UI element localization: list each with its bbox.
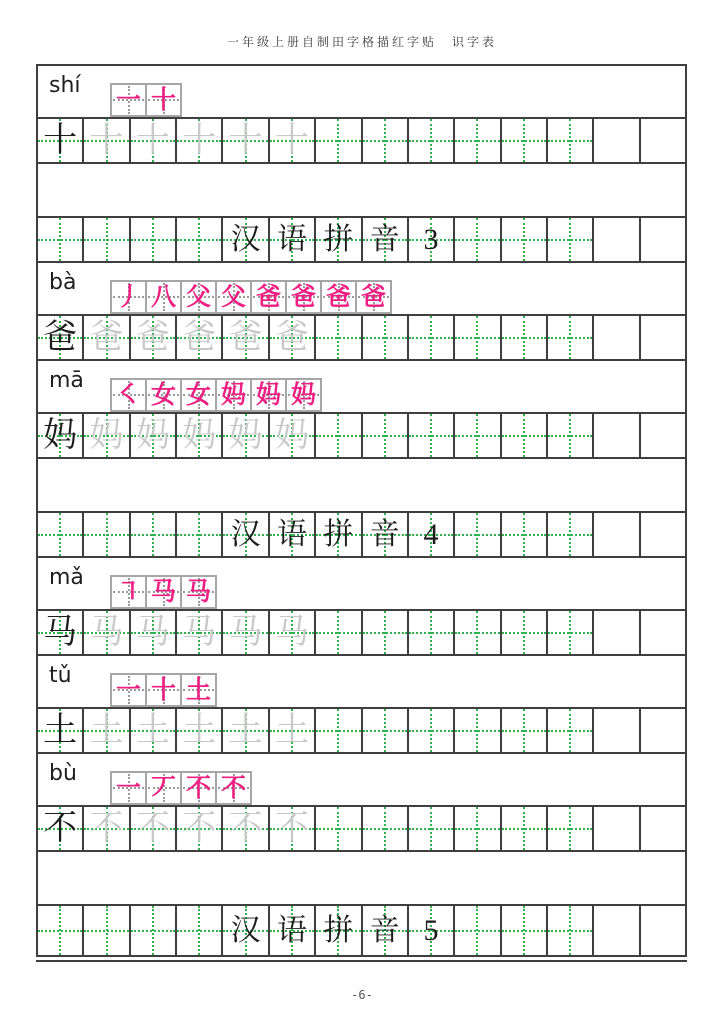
grid-cell — [363, 709, 409, 752]
stroke-order-character: 父 — [185, 283, 211, 311]
grid-cell — [38, 119, 84, 162]
pinyin-row — [38, 263, 685, 316]
grid-cell — [641, 513, 685, 556]
stroke-order-character: 十 — [150, 676, 176, 704]
stroke-order-box — [215, 771, 252, 805]
grid-cell — [84, 906, 130, 955]
pinyin-row — [38, 361, 685, 414]
stroke-order-character: 妈 — [255, 381, 281, 409]
grid-cell — [455, 611, 501, 654]
stroke-order-box — [110, 575, 147, 609]
stroke-order-box — [250, 280, 287, 314]
model-character: 妈 — [43, 416, 78, 454]
stroke-order-character: 女 — [185, 381, 211, 409]
grid-cell — [177, 513, 223, 556]
grid-cell — [316, 513, 362, 556]
stroke-order-box — [355, 280, 392, 314]
stroke-order-character: ㇕ — [115, 578, 141, 606]
section-title-character: 汉 — [230, 517, 261, 551]
grid-cell — [548, 709, 594, 752]
grid-cell — [84, 316, 130, 359]
grid-cell — [38, 709, 84, 752]
trace-character: 马 — [89, 613, 124, 651]
stroke-order-character: 不 — [220, 774, 246, 802]
pinyin-label: shí — [49, 73, 81, 98]
model-character: 十 — [43, 121, 78, 159]
trace-character: 爸 — [228, 318, 263, 356]
grid-cell — [177, 906, 223, 955]
practice-row — [38, 611, 685, 656]
spacer-row — [38, 459, 685, 513]
page-number: -6- — [351, 988, 373, 1002]
stroke-order-box — [285, 378, 322, 412]
grid-cell — [84, 119, 130, 162]
section-title-character: 5 — [423, 913, 439, 947]
stroke-order-character: 八 — [150, 283, 176, 311]
grid-cell — [548, 807, 594, 850]
grid-cell — [409, 513, 455, 556]
trace-character: 妈 — [228, 416, 263, 454]
grid-cell — [316, 906, 362, 955]
pinyin-row — [38, 558, 685, 611]
stroke-order-character: 妈 — [290, 381, 316, 409]
grid-cell — [270, 709, 316, 752]
grid-cell — [38, 611, 84, 654]
grid-cell — [363, 316, 409, 359]
stroke-order-box — [110, 771, 147, 805]
trace-character: 不 — [89, 809, 124, 847]
stroke-order-box — [320, 280, 357, 314]
stroke-order-character: 一 — [115, 774, 141, 802]
grid-cell — [223, 218, 269, 261]
grid-cell — [223, 906, 269, 955]
grid-cell — [502, 611, 548, 654]
trace-character: 土 — [228, 711, 263, 749]
trace-character: 不 — [182, 809, 217, 847]
grid-cell — [316, 316, 362, 359]
stroke-order-character: 马 — [185, 578, 211, 606]
trace-character: 爸 — [135, 318, 170, 356]
grid-cell — [594, 218, 640, 261]
stroke-order-box — [180, 673, 217, 707]
grid-cell — [409, 316, 455, 359]
grid-cell — [363, 414, 409, 457]
grid-cell — [548, 611, 594, 654]
trace-character: 爸 — [274, 318, 309, 356]
grid-cell — [177, 807, 223, 850]
grid-cell — [594, 119, 640, 162]
section-title-character: 汉 — [230, 913, 261, 947]
grid-cell — [270, 906, 316, 955]
model-character: 爸 — [43, 318, 78, 356]
model-character: 不 — [43, 809, 78, 847]
stroke-order-strip — [110, 280, 392, 314]
grid-cell — [594, 611, 640, 654]
stroke-order-box — [110, 280, 147, 314]
grid-cell — [502, 906, 548, 955]
grid-cell — [223, 611, 269, 654]
stroke-order-character: 爸 — [325, 283, 351, 311]
grid-cell — [641, 807, 685, 850]
section-title-character: 汉 — [230, 222, 261, 256]
grid-cell — [409, 119, 455, 162]
stroke-order-box — [110, 83, 147, 117]
grid-cell — [641, 119, 685, 162]
stroke-order-character: 爸 — [360, 283, 386, 311]
grid-cell — [131, 513, 177, 556]
section-title-character: 语 — [276, 222, 307, 256]
stroke-order-box — [180, 575, 217, 609]
grid-cell — [131, 709, 177, 752]
trace-character: 土 — [135, 711, 170, 749]
grid-cell — [177, 414, 223, 457]
stroke-order-character: 妈 — [220, 381, 246, 409]
grid-cell — [455, 709, 501, 752]
grid-cell — [223, 119, 269, 162]
grid-cell — [409, 218, 455, 261]
stroke-order-box — [145, 575, 182, 609]
stroke-order-character: 女 — [150, 381, 176, 409]
trace-character: 十 — [135, 121, 170, 159]
grid-cell — [455, 807, 501, 850]
stroke-order-box — [180, 378, 217, 412]
section-title-character: 3 — [423, 222, 439, 256]
trace-character: 马 — [274, 613, 309, 651]
grid-cell — [38, 513, 84, 556]
stroke-order-box — [180, 280, 217, 314]
grid-cell — [594, 709, 640, 752]
trace-character: 妈 — [274, 416, 309, 454]
trace-character: 爸 — [89, 318, 124, 356]
grid-cell — [84, 709, 130, 752]
grid-cell — [502, 414, 548, 457]
grid-cell — [455, 414, 501, 457]
stroke-order-strip — [110, 378, 322, 412]
grid-cell — [84, 611, 130, 654]
pinyin-label: tǔ — [49, 663, 72, 688]
grid-cell — [363, 611, 409, 654]
stroke-order-character: 土 — [185, 676, 211, 704]
grid-cell — [131, 807, 177, 850]
grid-cell — [270, 414, 316, 457]
grid-cell — [409, 906, 455, 955]
section-title-character: 语 — [276, 517, 307, 551]
practice-row — [38, 709, 685, 754]
practice-row — [38, 807, 685, 852]
grid-cell — [84, 807, 130, 850]
grid-cell — [131, 218, 177, 261]
grid-cell — [548, 316, 594, 359]
grid-cell — [502, 316, 548, 359]
practice-row — [38, 119, 685, 164]
section-title-character: 语 — [276, 913, 307, 947]
stroke-order-strip — [110, 673, 217, 707]
grid-cell — [84, 414, 130, 457]
stroke-order-character: 一 — [115, 676, 141, 704]
pinyin-label: bù — [49, 761, 77, 786]
grid-cell — [270, 611, 316, 654]
practice-row — [38, 414, 685, 459]
stroke-order-box — [145, 378, 182, 412]
pinyin-label: bà — [49, 270, 77, 295]
section-title-character: 拼 — [323, 913, 354, 947]
grid-cell — [38, 218, 84, 261]
grid-cell — [409, 807, 455, 850]
grid-cell — [409, 611, 455, 654]
trace-character: 妈 — [182, 416, 217, 454]
section-title-character: 音 — [369, 222, 400, 256]
stroke-order-character: 马 — [150, 578, 176, 606]
stroke-order-character: 爸 — [290, 283, 316, 311]
stroke-order-character: ㇛ — [115, 381, 141, 409]
stroke-order-box — [285, 280, 322, 314]
stroke-order-box — [145, 280, 182, 314]
grid-cell — [270, 807, 316, 850]
spacer-row — [38, 164, 685, 218]
grid-cell — [316, 611, 362, 654]
section-title-character: 拼 — [323, 222, 354, 256]
page-title: 一年级上册自制田字格描红字贴 识字表 — [226, 35, 497, 49]
grid-cell — [177, 709, 223, 752]
grid-cell — [641, 414, 685, 457]
grid-cell — [270, 513, 316, 556]
grid-cell — [131, 906, 177, 955]
grid-cell — [270, 218, 316, 261]
grid-cell — [223, 807, 269, 850]
grid-cell — [641, 316, 685, 359]
stroke-order-box — [145, 83, 182, 117]
stroke-order-strip — [110, 575, 217, 609]
grid-cell — [409, 414, 455, 457]
grid-cell — [363, 119, 409, 162]
stroke-order-box — [250, 378, 287, 412]
pinyin-row — [38, 754, 685, 807]
grid-cell — [548, 414, 594, 457]
grid-cell — [316, 218, 362, 261]
trace-character: 不 — [274, 809, 309, 847]
trace-character: 十 — [89, 121, 124, 159]
stroke-order-character: 一 — [115, 86, 141, 114]
trace-character: 土 — [89, 711, 124, 749]
grid-cell — [502, 218, 548, 261]
section-title-character: 音 — [369, 913, 400, 947]
trace-character: 爸 — [182, 318, 217, 356]
stroke-order-box — [215, 280, 252, 314]
section-title-character: 4 — [423, 517, 439, 551]
grid-cell — [641, 906, 685, 955]
grid-cell — [84, 513, 130, 556]
grid-cell — [223, 414, 269, 457]
grid-cell — [131, 316, 177, 359]
grid-cell — [641, 611, 685, 654]
grid-cell — [177, 218, 223, 261]
section-header-row — [38, 906, 685, 955]
grid-cell — [594, 316, 640, 359]
grid-cell — [316, 709, 362, 752]
grid-cell — [455, 218, 501, 261]
trace-character: 妈 — [135, 416, 170, 454]
grid-cell — [641, 218, 685, 261]
grid-cell — [38, 414, 84, 457]
pinyin-row — [38, 66, 685, 119]
grid-cell — [223, 513, 269, 556]
grid-cell — [455, 906, 501, 955]
grid-cell — [38, 906, 84, 955]
grid-cell — [594, 807, 640, 850]
grid-cell — [594, 513, 640, 556]
grid-cell — [38, 807, 84, 850]
model-character: 土 — [43, 711, 78, 749]
grid-cell — [548, 218, 594, 261]
section-title-character: 音 — [369, 517, 400, 551]
grid-cell — [502, 513, 548, 556]
stroke-order-box — [110, 673, 147, 707]
grid-cell — [594, 906, 640, 955]
grid-cell — [502, 709, 548, 752]
grid-cell — [177, 316, 223, 359]
trace-character: 不 — [228, 809, 263, 847]
grid-cell — [177, 611, 223, 654]
stroke-order-box — [145, 771, 182, 805]
trace-character: 不 — [135, 809, 170, 847]
grid-cell — [177, 119, 223, 162]
section-header-row — [38, 513, 685, 558]
stroke-order-character: 不 — [185, 774, 211, 802]
spacer-row — [38, 852, 685, 906]
section-header-row — [38, 218, 685, 263]
grid-cell — [548, 119, 594, 162]
stroke-order-box — [145, 673, 182, 707]
grid-cell — [594, 414, 640, 457]
grid-cell — [223, 709, 269, 752]
stroke-order-box — [215, 378, 252, 412]
grid-cell — [641, 709, 685, 752]
stroke-order-strip — [110, 83, 182, 117]
pinyin-label: mā — [49, 368, 84, 393]
grid-cell — [455, 119, 501, 162]
grid-cell — [455, 316, 501, 359]
stroke-order-character: 父 — [220, 283, 246, 311]
trace-character: 土 — [274, 711, 309, 749]
trace-character: 马 — [182, 613, 217, 651]
grid-cell — [131, 119, 177, 162]
trace-character: 十 — [182, 121, 217, 159]
grid-cell — [270, 119, 316, 162]
pinyin-row — [38, 656, 685, 709]
grid-cell — [270, 316, 316, 359]
stroke-order-character: 十 — [150, 86, 176, 114]
pinyin-label: mǎ — [49, 565, 84, 590]
grid-cell — [316, 807, 362, 850]
trace-character: 马 — [135, 613, 170, 651]
grid-cell — [131, 414, 177, 457]
trace-character: 马 — [228, 613, 263, 651]
grid-cell — [502, 807, 548, 850]
grid-cell — [363, 513, 409, 556]
stroke-order-strip — [110, 771, 252, 805]
grid-cell — [363, 906, 409, 955]
grid-cell — [548, 906, 594, 955]
stroke-order-character: 丿 — [115, 283, 141, 311]
grid-cell — [548, 513, 594, 556]
grid-cell — [223, 316, 269, 359]
trace-character: 十 — [228, 121, 263, 159]
grid-cell — [363, 807, 409, 850]
model-character: 马 — [43, 613, 78, 651]
grid-cell — [84, 218, 130, 261]
grid-cell — [502, 119, 548, 162]
trace-character: 十 — [274, 121, 309, 159]
grid-cell — [316, 119, 362, 162]
stroke-order-character: 爸 — [255, 283, 281, 311]
practice-row — [38, 316, 685, 361]
stroke-order-box — [110, 378, 147, 412]
trace-character: 妈 — [89, 416, 124, 454]
stroke-order-character: 丆 — [150, 774, 176, 802]
trace-character: 土 — [182, 711, 217, 749]
grid-cell — [363, 218, 409, 261]
bottom-double-rule — [36, 960, 687, 962]
grid-cell — [316, 414, 362, 457]
section-title-character: 拼 — [323, 517, 354, 551]
grid-cell — [38, 316, 84, 359]
worksheet-grid — [36, 64, 687, 957]
grid-cell — [409, 709, 455, 752]
stroke-order-box — [180, 771, 217, 805]
grid-cell — [131, 611, 177, 654]
grid-cell — [455, 513, 501, 556]
